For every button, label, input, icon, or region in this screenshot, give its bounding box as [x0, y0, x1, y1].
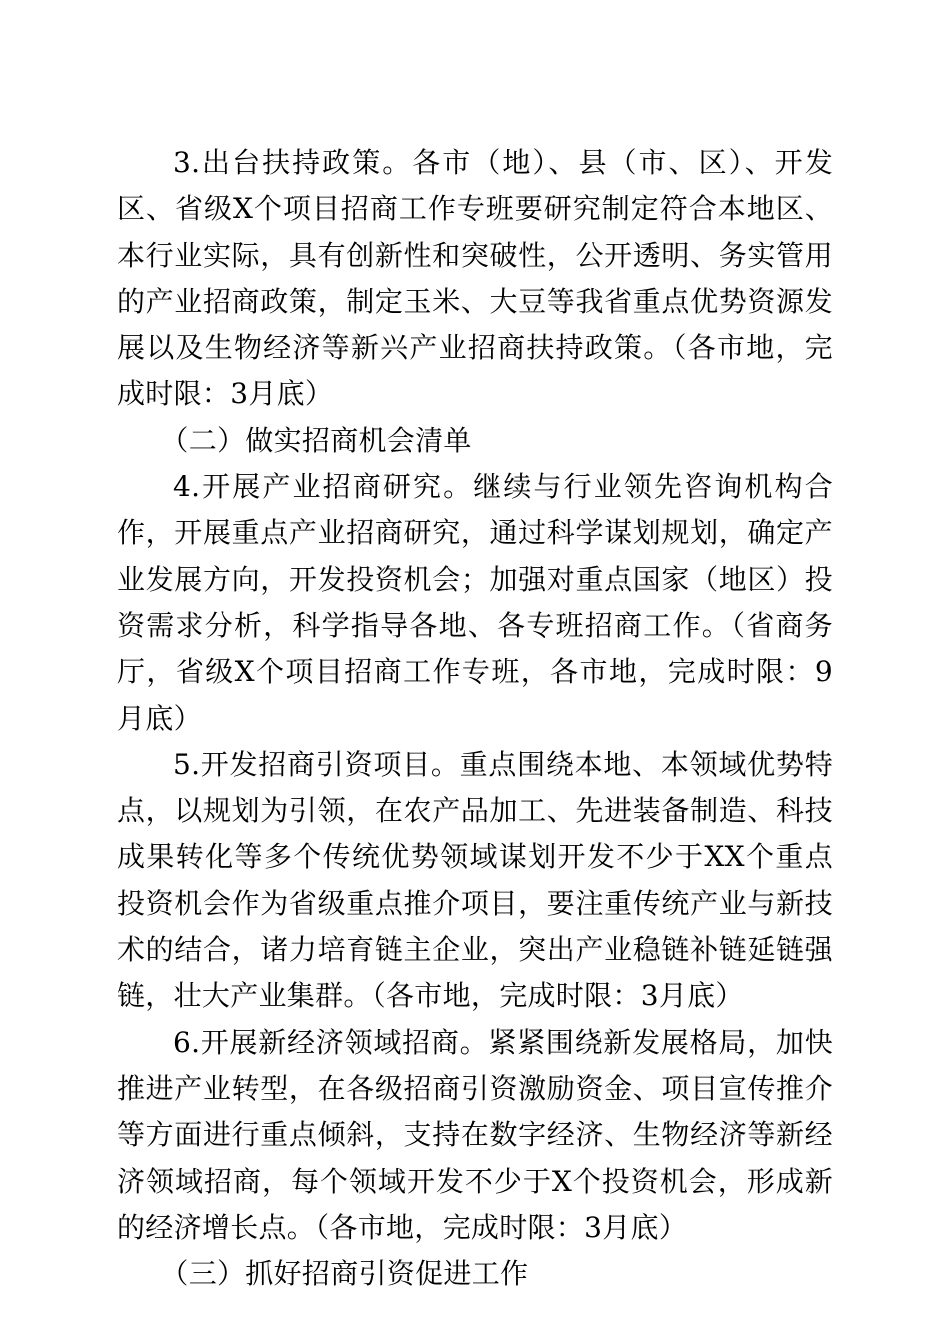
document-page	[117, 140, 833, 1297]
paragraph-support-policy: 3.出台扶持政策。各市（地）、县（市、区）、开发区、省级X个项目招商工作专班要研究制定符合本地区、本行业实际，具有创新性和突破性，公开透明、务实管用的产业招商政策，制定玉米、大豆等我省重点优势资源发展以及生物经济等新兴产业招商扶持政策。（各市地，完成时限：3月底）	[117, 146, 833, 411]
section-heading-opportunity-list: （二）做实招商机会清单	[160, 423, 472, 457]
paragraph-investment-projects: 5.开发招商引资项目。重点围绕本地、本领域优势特点，以规划为引领，在农产品加工、先进装备制造、科技成果转化等多个传统优势领域谋划开发不少于XX个重点投资机会作为省级重点推介项目，要注重传统产业与新技术的结合，诸力培育链主企业，突出产业稳链补链延链强链，壮大产业集群。（各市地，完成时限：3月底）	[117, 747, 833, 1013]
paragraph-industry-research: 4.开展产业招商研究。继续与行业领先咨询机构合作，开展重点产业招商研究，通过科学谋划规划，确定产业发展方向，开发投资机会；加强对重点国家（地区）投资需求分析，科学指导各地、各专班招商工作。（省商务厅，省级X个项目招商工作专班，各市地，完成时限：9月底）	[117, 470, 833, 735]
section-heading-promotion-work: （三）抓好招商引资促进工作	[160, 1257, 529, 1291]
paragraph-new-economy: 6.开展新经济领域招商。紧紧围绕新发展格局，加快推进产业转型，在各级招商引资激励资金、项目宣传推介等方面进行重点倾斜，支持在数字经济、生物经济等新经济领域招商，每个领域开发不少于X个投资机会，形成新的经济增长点。（各市地，完成时限：3月底）	[117, 1025, 833, 1244]
